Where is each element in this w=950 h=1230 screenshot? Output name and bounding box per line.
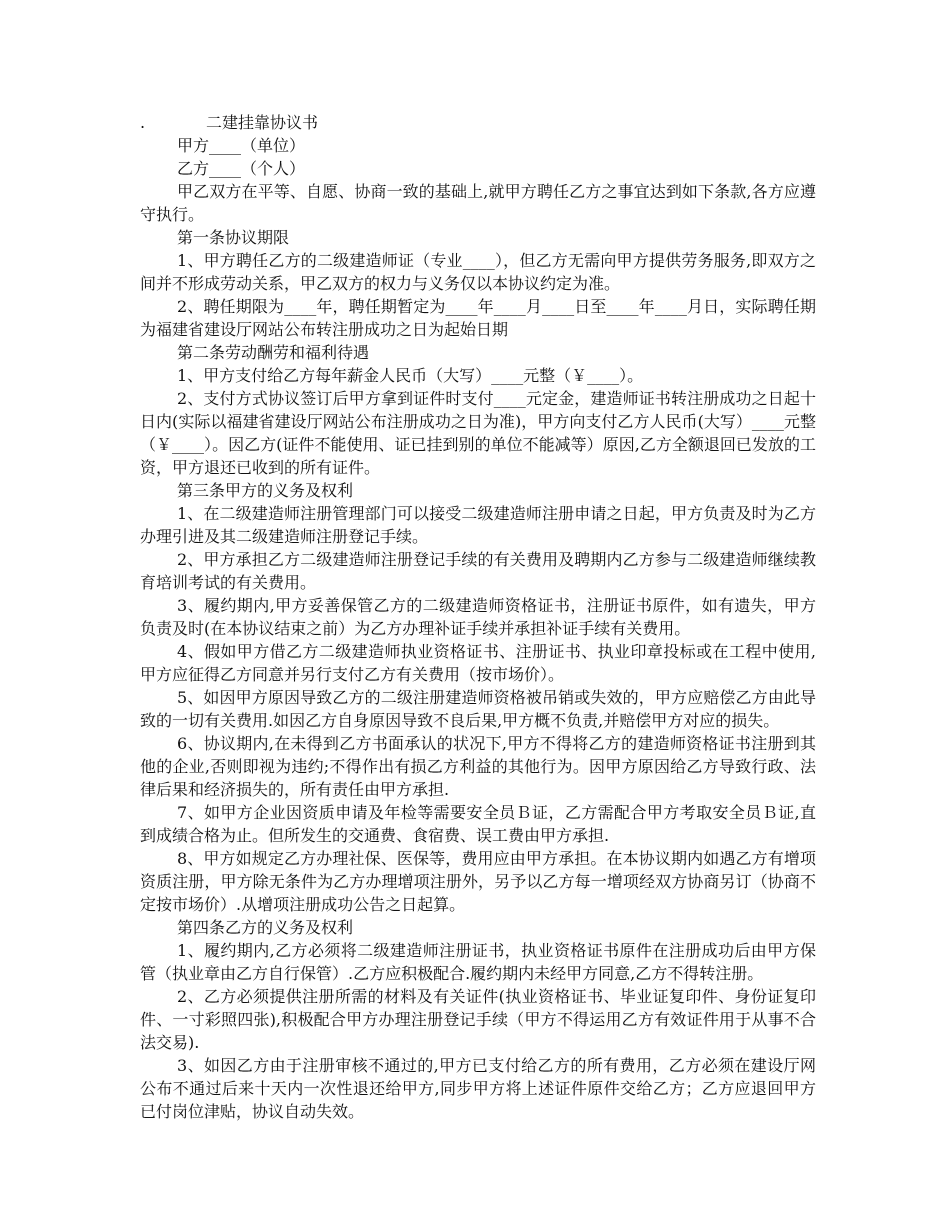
article-1-clause-2: 2、聘任期限为____年，聘任期暂定为____年____月____日至____年____月日，实际聘任期为福建省建设厅网站公布转注册成功之日为起始日期: [140, 297, 816, 339]
article-4-clause-1: 1、履约期内,乙方必须将二级建造师注册证书，执业资格证书原件在注册成功后由甲方保管（执业章由乙方自行保管）.乙方应积极配合.履约期内未经甲方同意,乙方不得转注册。: [140, 941, 816, 983]
article-3-clause-4: 4、假如甲方借乙方二级建造师执业资格证书、注册证书、执业印章投标或在工程中使用,甲方应征得乙方同意并另行支付乙方有关费用（按市场价）。: [140, 642, 816, 684]
article-3-heading: 第三条甲方的义务及权利: [177, 481, 354, 500]
article-2-clause-1: 1、甲方支付给乙方每年薪金人民币（大写）____元整（￥____）。: [177, 366, 644, 385]
article-3-clause-7: 7、如甲方企业因资质申请及年检等需要安全员Ｂ证，乙方需配合甲方考取安全员Ｂ证,直到成绩合格为止。但所发生的交通费、食宿费、误工费由甲方承担.: [140, 803, 816, 845]
party-a-line: 甲方____（单位）: [177, 136, 306, 155]
article-3-clause-6: 6、协议期内,在未得到乙方书面承认的状况下,甲方不得将乙方的建造师资格证书注册到其他的企业,否则即视为违约;不得作出有损乙方利益的其他行为。因甲方原因给乙方导致行政、法律后果和经济损失的，所有责任由甲方承担.: [140, 734, 816, 799]
article-4-heading: 第四条乙方的义务及权利: [177, 918, 354, 937]
article-3-clause-3: 3、履约期内,甲方妥善保管乙方的二级建造师资格证书，注册证书原件，如有遗失，甲方负责及时(在本协议结束之前）为乙方办理补证手续并承担补证手续有关费用。: [140, 596, 816, 638]
article-3-clause-5: 5、如因甲方原因导致乙方的二级注册建造师资格被吊销或失效的，甲方应赔偿乙方由此导致的一切有关费用.如因乙方自身原因导致不良后果,甲方概不负责,并赔偿甲方对应的损失。: [140, 688, 816, 730]
party-b-line: 乙方____（个人）: [177, 159, 306, 178]
intro-paragraph: 甲乙双方在平等、自愿、协商一致的基础上,就甲方聘任乙方之事宜达到如下条款,各方应遵守执行。: [140, 182, 816, 224]
article-4-clause-3: 3、如因乙方由于注册审核不通过的,甲方已支付给乙方的所有费用，乙方必须在建设厅网公布不通过后来十天内一次性退还给甲方,同步甲方将上述证件原件交给乙方；乙方应退回甲方已付岗位津贴，协议自动失效。: [140, 1056, 816, 1121]
article-3-clause-2: 2、甲方承担乙方二级建造师注册登记手续的有关费用及聘期内乙方参与二级建造师继续教育培训考试的有关费用。: [140, 550, 816, 592]
article-1-clause-1: 1、甲方聘任乙方的二级建造师证（专业____），但乙方无需向甲方提供劳务服务,即双方之间并不形成劳动关系，甲乙双方的权力与义务仅以本协议约定为准。: [140, 251, 816, 293]
title-dot: .: [140, 113, 146, 132]
article-3-clause-1: 1、在二级建造师注册管理部门可以接受二级建造师注册申请之日起，甲方负责及时为乙方办理引进及其二级建造师注册登记手续。: [140, 504, 816, 546]
document-page: [140, 111, 816, 1123]
article-2-clause-2: 2、支付方式协议签订后甲方拿到证件时支付____元定金，建造师证书转注册成功之日起十日内(实际以福建省建设厅网站公布注册成功之日为准)，甲方向支付乙方人民币(大写）____元整（￥____）。因乙方(证件不能使用、证已挂到别的单位不能减等）原因,乙方全额退回已发放的工资，甲方退还已收到的所有证件。: [140, 389, 816, 477]
document-title-line: [140, 111, 816, 134]
article-2-heading: 第二条劳动酬劳和福利待遇: [177, 343, 370, 362]
article-1-heading: 第一条协议期限: [177, 228, 290, 247]
document-title: 二建挂靠协议书: [206, 113, 319, 132]
article-4-clause-2: 2、乙方必须提供注册所需的材料及有关证件(执业资格证书、毕业证复印件、身份证复印件、一寸彩照四张),积极配合甲方办理注册登记手续（甲方不得运用乙方有效证件用于从事不合法交易).: [140, 987, 816, 1052]
article-3-clause-8: 8、甲方如规定乙方办理社保、医保等，费用应由甲方承担。在本协议期内如遇乙方有增项资质注册，甲方除无条件为乙方办理增项注册外，另予以乙方每一增项经双方协商另订（协商不定按市场价）.从增项注册成功公告之日起算。: [140, 849, 816, 914]
